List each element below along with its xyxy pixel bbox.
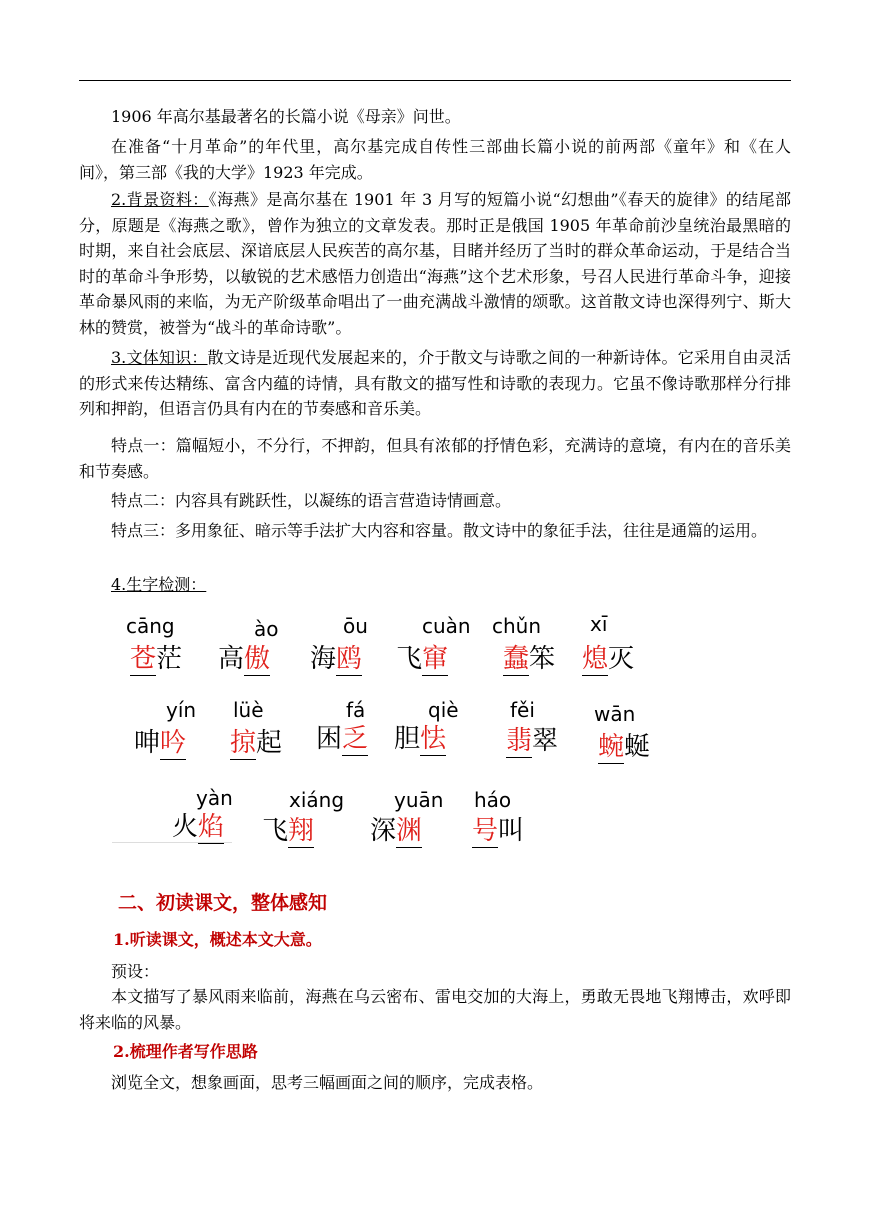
paragraph-vocab-label <box>79 572 791 598</box>
pinyin: ōu <box>343 614 368 638</box>
pinyin: xī <box>590 612 608 636</box>
target-char: 号 <box>472 816 499 846</box>
target-char: 翔 <box>288 816 315 846</box>
vocab-label: 4.生字检测： <box>111 575 207 594</box>
target-char: 焰 <box>198 812 225 842</box>
preset-label: 预设： <box>111 962 160 981</box>
vocab-word: 困乏 <box>316 724 369 754</box>
vocab-word: 号叫 <box>472 816 525 846</box>
paragraph-feature-1: 特点一：篇幅短小，不分行，不押韵，但具有浓郁的抒情色彩，充满诗的意境，有内在的音乐美和节奏感。 <box>79 436 791 481</box>
vocab-word: 胆怯 <box>394 724 447 754</box>
vocab-word: 飞翔 <box>262 816 315 846</box>
vocab-word: 苍茫 <box>130 644 183 674</box>
target-char: 怯 <box>420 724 447 754</box>
vocab-word: 高傲 <box>218 644 271 674</box>
target-char: 吟 <box>160 728 187 758</box>
vocab-word: 呻吟 <box>134 728 187 758</box>
paragraph-genre <box>79 345 791 422</box>
paragraph-trilogy: 在准备“十月革命”的年代里，高尔基完成自传性三部曲长篇小说的前两部《童年》和《在人间》，第三部《我的大学》1923 年完成。 <box>79 137 791 182</box>
instruction-text: 浏览全文，想象画面，思考三幅画面之间的顺序，完成表格。 <box>111 1073 544 1092</box>
pinyin: yín <box>166 698 197 722</box>
target-char: 鸥 <box>336 644 363 674</box>
paragraph-feature-3: 特点三：多用象征、暗示等手法扩大内容和容量。散文诗中的象征手法，往往是通篇的运用。 <box>111 521 768 540</box>
target-char: 熄 <box>582 644 609 674</box>
genre-label: 3.文体知识： <box>111 348 208 367</box>
target-char: 苍 <box>130 644 157 674</box>
pinyin: fěi <box>510 698 535 722</box>
paragraph-feature-2: 特点二：内容具有跳跃性，以凝练的语言营造诗情画意。 <box>111 491 512 510</box>
question-2: 2.梳理作者写作思路 <box>113 1042 258 1061</box>
background-text: 《海燕》是高尔基在 1901 年 3 月写的短篇小说“幻想曲”《春天的旋律》的结尾部分，原题是《海燕之歌》，曾作为独立的文章发表。那时正是俄国 1905 年革命前沙皇统治最黑暗的时期，来自社会底层、深谙底层人民疾苦的高尔基，目睹并经历了当时的群众革命运动，于是结合当时的革命斗争形势，以敏锐的艺术感悟力创造出“海燕”这个艺术形象，号召人民进行革命斗争，迎接革命暴风雨的来临，为无产阶级革命唱出了一曲充满战斗激情的颂歌。这首散文诗也深得列宁、斯大林的赞赏，被誉为“战斗的革命诗歌”。 <box>79 190 791 337</box>
pinyin: cāng <box>126 614 175 638</box>
vocab-word: 掠起 <box>230 728 283 758</box>
target-char: 蠢 <box>503 644 530 674</box>
vocab-word: 蠢笨 <box>503 644 556 674</box>
paragraph-background <box>79 187 791 340</box>
summary-text: 本文描写了暴风雨来临前，海燕在乌云密布、雷电交加的大海上，勇敢无畏地飞翔博击，欢呼即将来临的风暴。 <box>79 987 791 1032</box>
pinyin: fá <box>346 698 366 722</box>
question-1: 1.听读课文，概述本文大意。 <box>113 930 322 949</box>
divider <box>112 842 232 843</box>
pinyin: yàn <box>196 786 233 810</box>
target-char: 渊 <box>396 816 423 846</box>
pinyin: wān <box>594 702 636 726</box>
vocab-word: 海鸥 <box>310 644 363 674</box>
target-char: 傲 <box>244 644 271 674</box>
pinyin: xiáng <box>289 788 345 812</box>
vocab-word: 翡翠 <box>506 726 559 756</box>
pinyin: yuān <box>394 788 444 812</box>
target-char: 窜 <box>422 644 449 674</box>
pinyin: háo <box>474 788 512 812</box>
pinyin: qiè <box>428 698 459 722</box>
genre-text: 散文诗是近现代发展起来的，介于散文与诗歌之间的一种新诗体。它采用自由灵活的形式来传达精练、富含内蕴的诗情，具有散文的描写性和诗歌的表现力。它虽不像诗歌那样分行排列和押韵，但语言仍具有内在的节奏感和音乐美。 <box>79 348 791 418</box>
pinyin: chǔn <box>492 614 542 638</box>
section-title: 二、初读课文，整体感知 <box>118 892 328 914</box>
target-char: 乏 <box>342 724 369 754</box>
background-label: 2.背景资料： <box>111 190 209 209</box>
target-char: 掠 <box>230 728 257 758</box>
vocab-word: 火焰 <box>172 812 225 842</box>
vocab-word: 熄灭 <box>582 644 635 674</box>
vocab-word: 飞窜 <box>396 644 449 674</box>
target-char: 蜿 <box>598 732 625 762</box>
pinyin: cuàn <box>422 614 471 638</box>
paragraph-mother: 1906 年高尔基最著名的长篇小说《母亲》问世。 <box>111 107 461 126</box>
vocab-word: 蜿蜒 <box>598 732 651 762</box>
pinyin: ào <box>254 617 279 641</box>
target-char: 翡 <box>506 726 533 756</box>
header-rule <box>79 80 791 81</box>
pinyin: lüè <box>233 698 264 722</box>
vocab-word: 深渊 <box>370 816 423 846</box>
